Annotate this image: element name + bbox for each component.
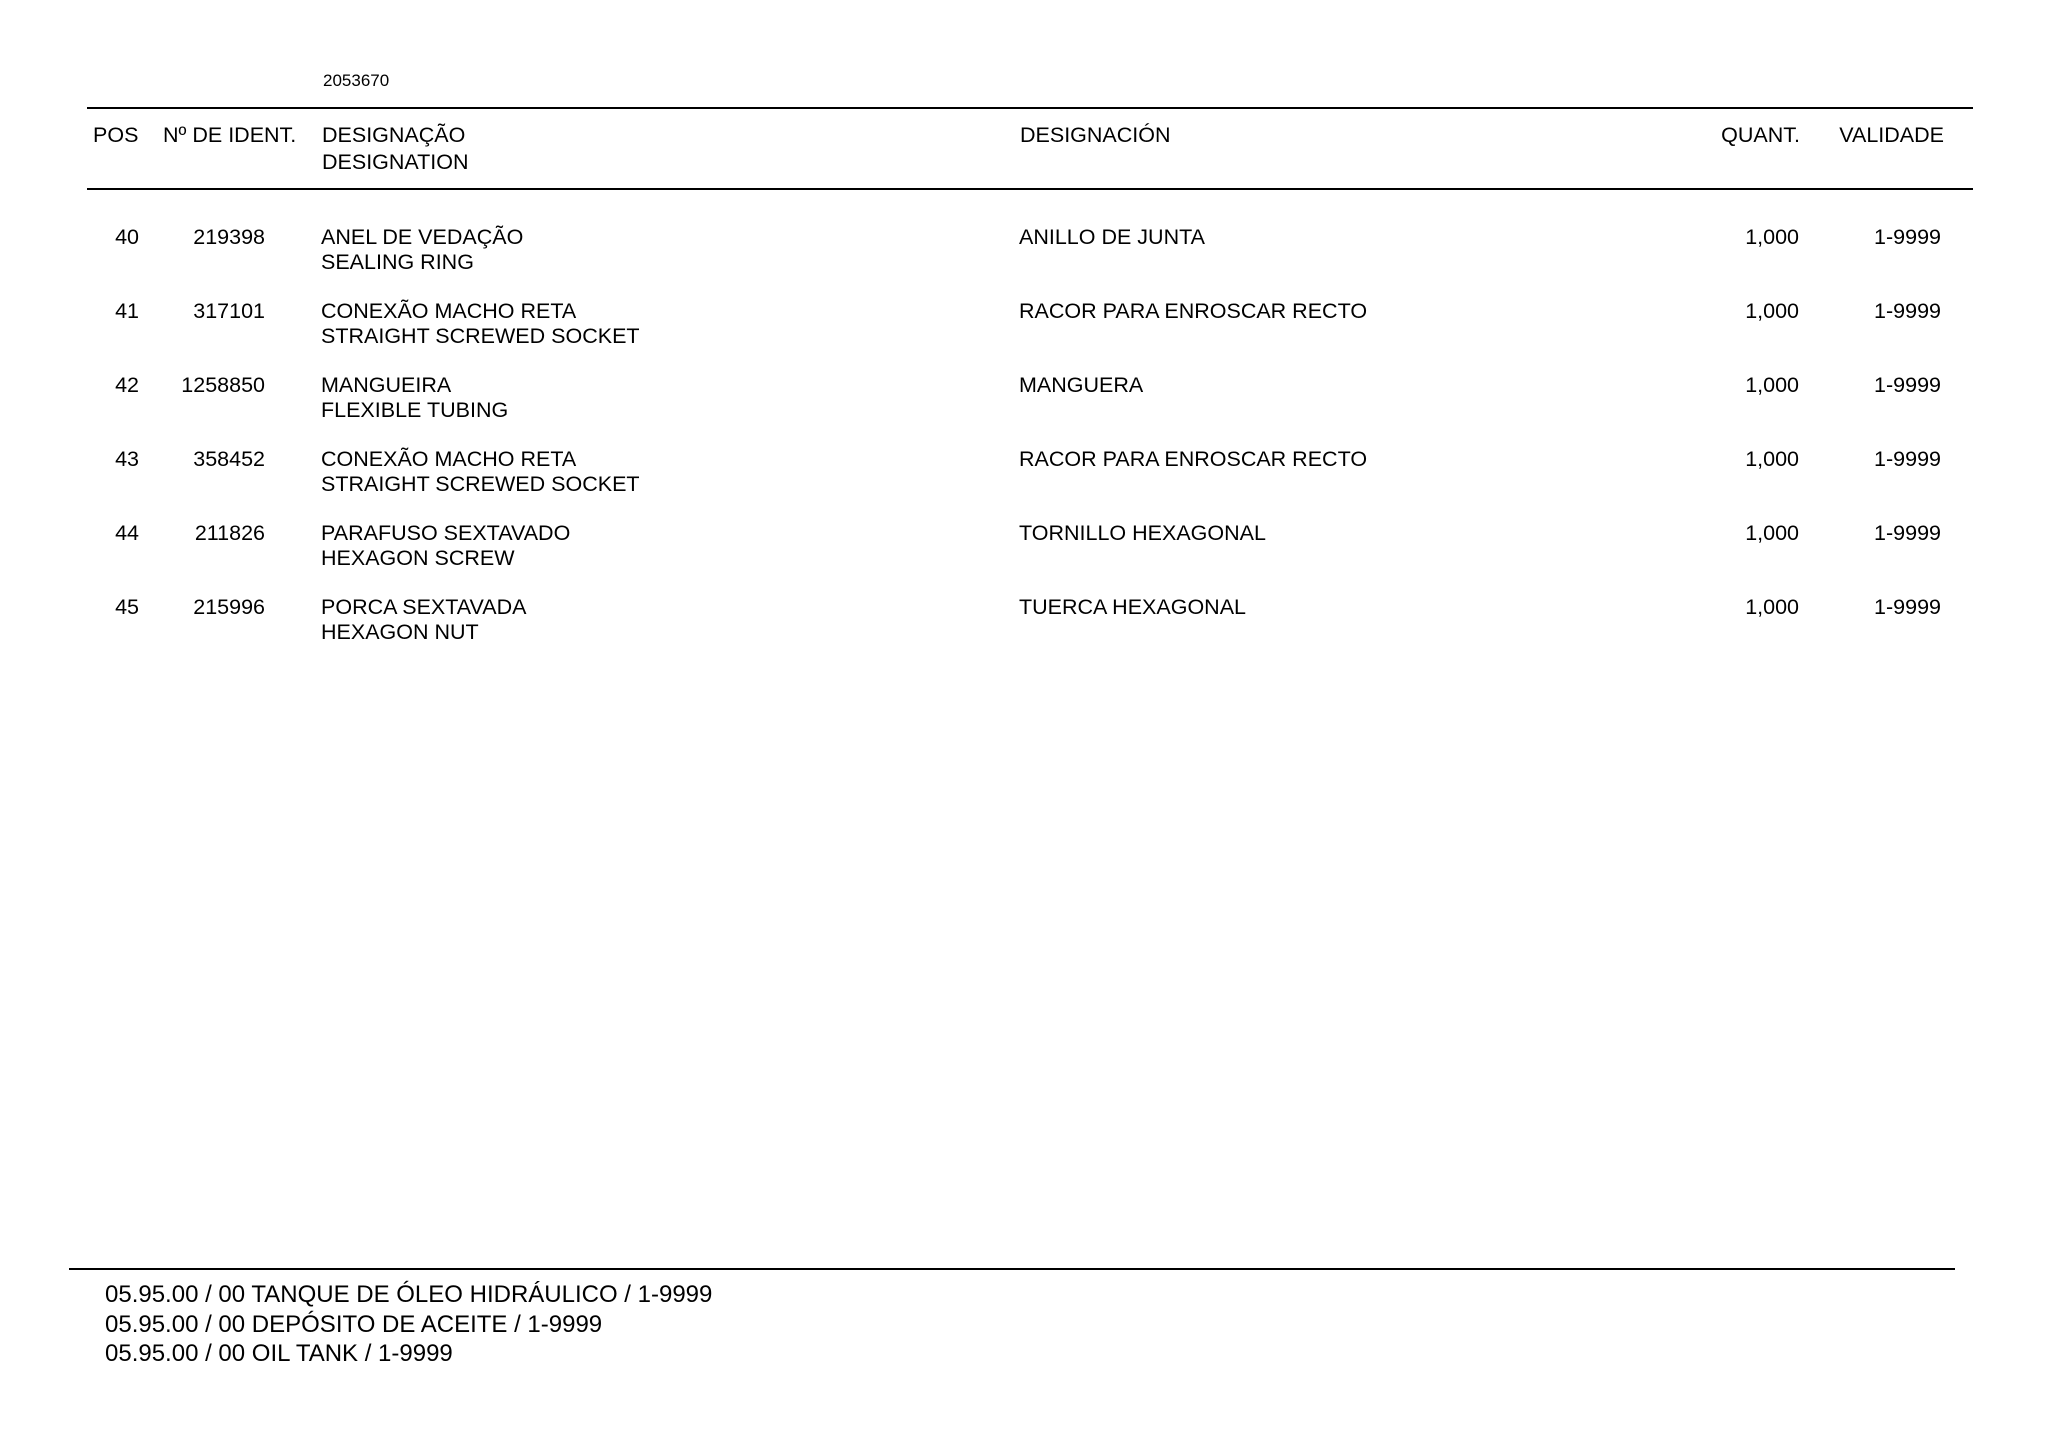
row-designation-es: RACOR PARA ENROSCAR RECTO [1019, 299, 1368, 323]
column-header-quant: QUANT. [1721, 123, 1800, 147]
row-designation-es: ANILLO DE JUNTA [1019, 225, 1205, 249]
table-row [0, 521, 2048, 581]
row-quantity: 1,000 [1745, 447, 1799, 471]
table-row [0, 595, 2048, 655]
row-designation [321, 595, 527, 645]
row-designation [321, 225, 523, 275]
row-ident: 219398 [193, 225, 265, 249]
row-quantity: 1,000 [1745, 595, 1799, 619]
document-number: 2053670 [323, 71, 390, 90]
table-row [0, 447, 2048, 507]
row-designation-en: HEXAGON NUT [321, 620, 479, 644]
row-designation-pt: PORCA SEXTAVADA [321, 595, 527, 619]
footer-line-es: 05.95.00 / 00 DEPÓSITO DE ACEITE / 1-9999 [105, 1310, 603, 1338]
row-designation-es: TUERCA HEXAGONAL [1019, 595, 1246, 619]
header-bottom-rule [87, 188, 1973, 190]
row-validity: 1-9999 [1874, 595, 1941, 619]
row-quantity: 1,000 [1745, 299, 1799, 323]
row-designation [321, 521, 570, 571]
row-designation-es: RACOR PARA ENROSCAR RECTO [1019, 447, 1368, 471]
row-pos: 41 [115, 299, 139, 323]
row-designation [321, 447, 640, 497]
row-designation-es: MANGUERA [1019, 373, 1144, 397]
row-designation-pt: CONEXÃO MACHO RETA [321, 299, 577, 323]
table-row [0, 225, 2048, 285]
row-designation [321, 299, 640, 349]
row-designation-en: STRAIGHT SCREWED SOCKET [321, 472, 640, 496]
row-quantity: 1,000 [1745, 521, 1799, 545]
footer-line-en: 05.95.00 / 00 OIL TANK / 1-9999 [105, 1340, 453, 1367]
row-designation-pt: ANEL DE VEDAÇÃO [321, 225, 524, 249]
row-designation-es: TORNILLO HEXAGONAL [1019, 521, 1266, 545]
row-designation-pt: PARAFUSO SEXTAVADO [321, 521, 571, 545]
row-pos: 42 [115, 373, 139, 397]
row-designation-en: STRAIGHT SCREWED SOCKET [321, 324, 640, 348]
row-designation-pt: MANGUEIRA [321, 373, 452, 397]
table-row [0, 299, 2048, 359]
row-ident: 215996 [193, 595, 265, 619]
row-designation-en: SEALING RING [321, 250, 474, 274]
column-header-designacion: DESIGNACIÓN [1020, 123, 1171, 147]
row-designation [321, 373, 508, 423]
row-designation-pt: CONEXÃO MACHO RETA [321, 447, 577, 471]
row-ident: 317101 [193, 299, 265, 323]
row-pos: 40 [115, 225, 139, 249]
column-header-pos: POS [93, 123, 139, 147]
header-top-rule [87, 107, 1973, 109]
row-pos: 45 [115, 595, 139, 619]
row-ident: 1258850 [181, 373, 265, 397]
row-validity: 1-9999 [1874, 521, 1941, 545]
footer-assembly-info [105, 1280, 712, 1369]
column-header-designation [322, 122, 469, 176]
table-row [0, 373, 2048, 433]
row-pos: 44 [115, 521, 139, 545]
row-ident: 358452 [193, 447, 265, 471]
row-pos: 43 [115, 447, 139, 471]
row-validity: 1-9999 [1874, 299, 1941, 323]
row-validity: 1-9999 [1874, 373, 1941, 397]
column-header-designacao: DESIGNAÇÃO [322, 123, 466, 147]
footer-rule [69, 1268, 1955, 1270]
row-designation-en: FLEXIBLE TUBING [321, 398, 509, 422]
row-validity: 1-9999 [1874, 225, 1941, 249]
row-ident: 211826 [194, 521, 265, 545]
column-header-ident: Nº DE IDENT. [163, 123, 297, 147]
footer-line-pt: 05.95.00 / 00 TANQUE DE ÓLEO HIDRÁULICO / 1-9999 [105, 1281, 713, 1308]
row-quantity: 1,000 [1745, 373, 1799, 397]
row-designation-en: HEXAGON SCREW [321, 546, 515, 570]
column-header-designation-en: DESIGNATION [322, 150, 469, 174]
row-quantity: 1,000 [1745, 225, 1799, 249]
column-header-validade: VALIDADE [1839, 123, 1944, 147]
row-validity: 1-9999 [1874, 447, 1941, 471]
